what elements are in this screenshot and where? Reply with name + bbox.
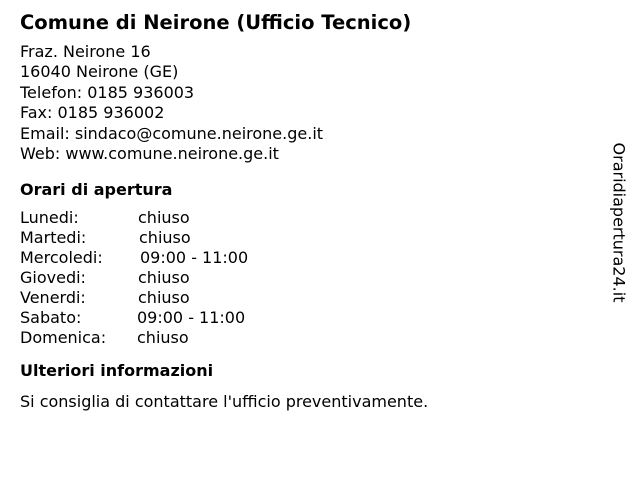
hours-value: 09:00 - 11:00: [137, 308, 246, 328]
email-line: Email: sindaco@comune.neirone.ge.it: [20, 123, 324, 143]
address-city: 16040 Neirone (GE): [20, 62, 179, 82]
hours-row: [20, 308, 600, 328]
day-label: Sabato:: [20, 308, 82, 328]
brand-watermark: [594, 135, 640, 310]
fax-line: Fax: 0185 936002: [20, 103, 165, 123]
address-street: Fraz. Neirone 16: [20, 42, 151, 61]
day-label: Martedi:: [20, 228, 87, 248]
hours-row: [20, 328, 600, 348]
hours-value: chiuso: [138, 208, 190, 228]
brand-text: Oraridiapertura24.it: [609, 142, 629, 303]
hours-value: 09:00 - 11:00: [140, 248, 249, 268]
phone-line: Telefon: 0185 936003: [20, 82, 195, 102]
hours-row: [20, 208, 600, 228]
day-label: Lunedi:: [20, 208, 79, 228]
hours-value: chiuso: [139, 228, 191, 248]
day-label: Giovedi:: [20, 268, 86, 288]
hours-value: chiuso: [138, 288, 190, 308]
more-info-heading: Ulteriori informazioni: [20, 361, 214, 381]
hours-value: chiuso: [137, 328, 189, 348]
hours-row: [20, 268, 600, 288]
more-info-text: Si consiglia di contattare l'ufficio preventivamente.: [20, 392, 429, 412]
opening-hours-table: [20, 208, 600, 348]
day-label: Venerdi:: [20, 288, 86, 308]
office-title: Comune di Neirone (Ufficio Tecnico): [20, 11, 412, 34]
day-label: Domenica:: [20, 328, 107, 348]
hours-row: [20, 248, 600, 268]
hours-value: chiuso: [138, 268, 190, 288]
address-block: [20, 42, 600, 164]
office-card: [20, 10, 600, 412]
opening-hours-heading: Orari di apertura: [20, 180, 173, 200]
hours-row: [20, 288, 600, 308]
hours-row: [20, 228, 600, 248]
day-label: Mercoledi:: [20, 248, 103, 268]
web-line: Web: www.comune.neirone.ge.it: [20, 144, 279, 164]
